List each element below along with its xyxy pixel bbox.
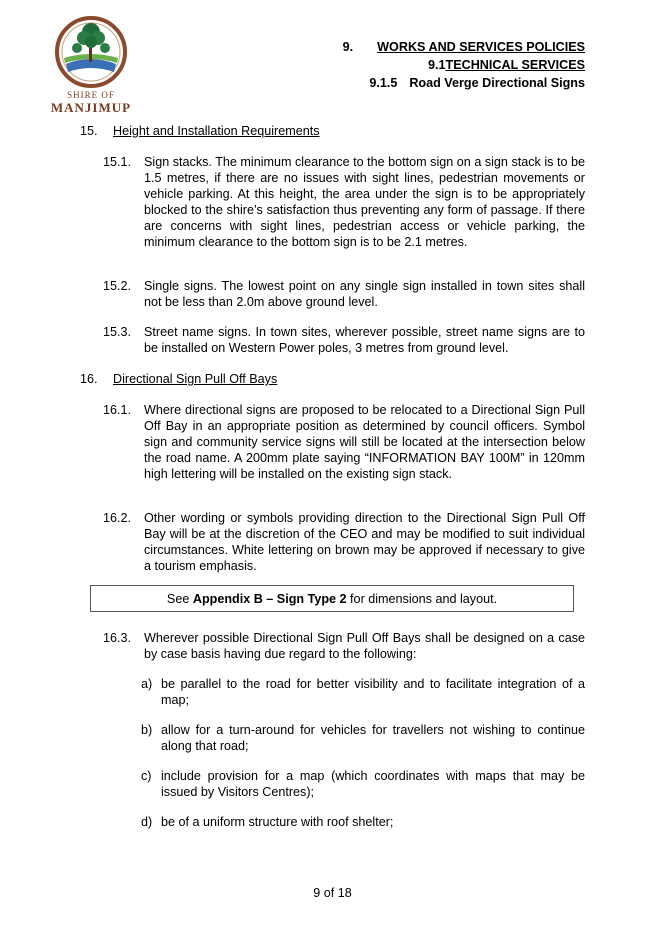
item-16-2: [103, 510, 585, 574]
section-15-heading: [80, 124, 320, 138]
item-number: 15.3.: [103, 325, 132, 339]
item-15-2: [103, 278, 585, 310]
item-number: 16.3.: [103, 631, 132, 645]
header-l1-text: WORKS AND SERVICES POLICIES: [377, 40, 585, 54]
appendix-reference-box: [90, 585, 574, 612]
page-number: 9 of 18: [313, 886, 352, 900]
section-number: 15.: [80, 124, 98, 138]
item-text: Wherever possible Directional Sign Pull Off Bays shall be designed on a case by case basis having due regard to the following:: [144, 631, 585, 661]
header-line1: [343, 40, 585, 54]
item-15-3: [103, 324, 585, 356]
shire-logo: [48, 14, 134, 116]
subitem-text: include provision for a map (which coordinates with maps that may be issued by Visitors Centres);: [161, 769, 585, 799]
header-l2-text: TECHNICAL SERVICES: [445, 58, 585, 72]
subitem-text: allow for a turn-around for vehicles for travellers not wishing to continue along that road;: [161, 723, 585, 753]
item-15-1: [103, 154, 585, 250]
header-l3-num: 9.1.5: [369, 76, 398, 90]
logo-line2: MANJIMUP: [50, 100, 132, 115]
subitem-text: be parallel to the road for better visibility and to facilitate integration of a map;: [161, 677, 585, 707]
subitem-c: [141, 768, 585, 800]
header-l2-num: 9.1: [427, 58, 446, 72]
subitem-letter: a): [141, 677, 153, 691]
subitem-text: be of a uniform structure with roof shelter;: [161, 815, 394, 829]
section-number: 16.: [80, 372, 98, 386]
subitem-d: [141, 814, 585, 830]
item-16-3: [103, 630, 585, 662]
item-text: Where directional signs are proposed to be relocated to a Directional Sign Pull Off Bay in an appropriate position as determined by council officers. Symbol sign and community service signs will still be located at the intersection below the road name. A 200mm plate saying “INFORMATION BAY 100M” in 120mm high lettering will be installed on the existing sign stack.: [144, 403, 585, 481]
header-line3: [369, 76, 585, 90]
header-l1-num: 9.: [342, 40, 354, 54]
subitem-letter: b): [141, 723, 153, 737]
item-number: 15.2.: [103, 279, 132, 293]
section-title: Directional Sign Pull Off Bays: [113, 372, 278, 386]
item-text: Sign stacks. The minimum clearance to the bottom sign on a sign stack is to be 1.5 metres, if there are no issues with sight lines, pedestrian movements or vehicle parking. At this height, the area under the sign is to be appropriately blocked to the shire’s satisfaction thus preventing any form of passage. If there are concerns with sight lines, pedestrian access or vehicle parking, the minimum clearance to the bottom sign is to be 2.1 metres.: [144, 155, 585, 249]
subitem-letter: d): [141, 815, 153, 829]
subitem-letter: c): [141, 769, 152, 783]
item-16-1: [103, 402, 585, 482]
item-text: Street name signs. In town sites, wherever possible, street name signs are to be installed on Western Power poles, 3 metres from ground level.: [144, 325, 585, 355]
item-number: 16.1.: [103, 403, 132, 417]
subitem-b: [141, 722, 585, 754]
item-text: Other wording or symbols providing direction to the Directional Sign Pull Off Bay will be at the discretion of the CEO and may be modified to suit individual circumstances. White lettering on brown may be approved if necessary to give a tourism emphasis.: [144, 511, 585, 573]
item-number: 16.2.: [103, 511, 132, 525]
box-text-pre: See: [166, 592, 193, 606]
item-number: 15.1.: [103, 155, 132, 169]
box-text-post: for dimensions and layout.: [346, 592, 498, 606]
appendix-link-text: Appendix B – Sign Type 2: [192, 592, 347, 606]
subitem-a: [141, 676, 585, 708]
header-line2: [428, 58, 585, 72]
item-text: Single signs. The lowest point on any single sign installed in town sites shall not be less than 2.0m above ground level.: [144, 279, 585, 309]
section-title: Height and Installation Requirements: [113, 124, 320, 138]
header-l3-text: Road Verge Directional Signs: [409, 76, 585, 90]
logo-line1: SHIRE OF: [67, 90, 115, 100]
section-16-heading: [80, 372, 277, 386]
